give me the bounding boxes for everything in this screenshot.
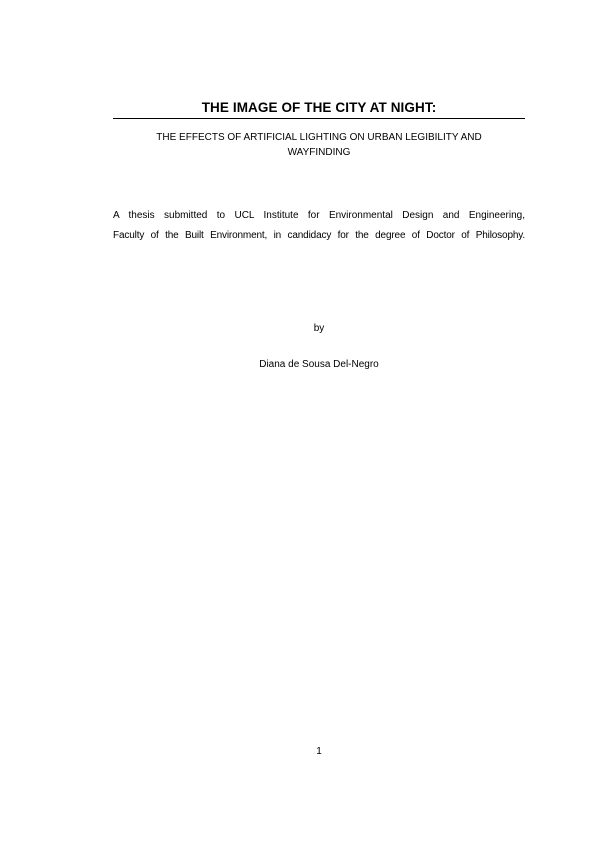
statement-line-2: Faculty of the Built Environment, in candidacy for the degree of Doctor of Philosophy. — [113, 230, 525, 241]
subtitle-line-2: WAYFINDING — [287, 147, 351, 158]
subtitle-line-1: THE EFFECTS OF ARTIFICIAL LIGHTING ON URBAN LEGIBILITY AND — [156, 132, 482, 143]
thesis-subtitle — [120, 130, 518, 160]
submission-statement — [113, 206, 525, 246]
author-name: Diana de Sousa Del-Negro — [259, 359, 379, 370]
thesis-title: THE IMAGE OF THE CITY AT NIGHT: — [201, 100, 437, 115]
by-label: by — [313, 323, 325, 334]
statement-line-1: A thesis submitted to UCL Institute for Environmental Design and Engineering, — [113, 210, 525, 221]
title-underline — [113, 118, 525, 119]
page-number: 1 — [316, 746, 322, 757]
